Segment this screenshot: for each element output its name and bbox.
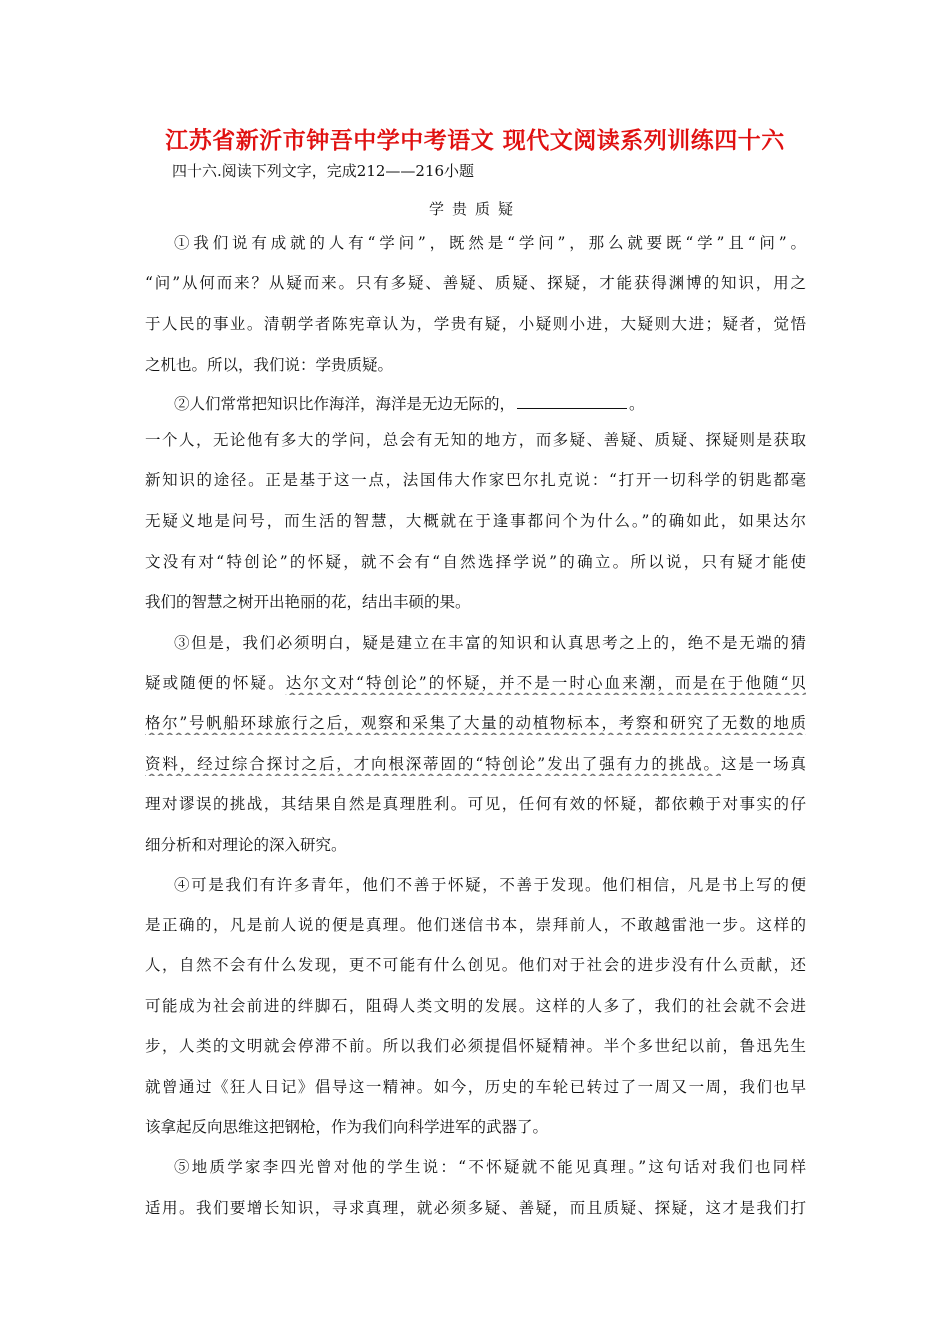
paragraph-4-line-7: 该拿起反向思维这把钢枪，作为我们向科学进军的武器了。: [145, 1118, 549, 1136]
paragraph-2-text-before-blank: ②人们常常把知识比作海洋，海洋是无边无际的，: [174, 395, 516, 413]
paragraph-2-line-3: 新知识的途径。正是基于这一点，法国伟大作家巴尔扎克说：“打开一切科学的钥匙都毫: [145, 471, 806, 489]
paragraph-4-line-3: 人，自然不会有什么发现，更不可能有什么创见。他们对于社会的进步没有什么贡献，还: [145, 956, 806, 974]
paragraph-4-line-4: 可能成为社会前进的绊脚石，阻碍人类文明的发展。这样的人多了，我们的社会就不会进: [145, 997, 806, 1015]
paragraph-3-line-2-plain: 疑或随便的怀疑。: [145, 674, 286, 692]
document-title: 江苏省新沂市钟吾中学中考语文 现代文阅读系列训练四十六: [165, 127, 785, 154]
paragraph-2-line-2: 一个人，无论他有多大的学问，总会有无知的地方，而多疑、善疑、质疑、探疑则是获取: [145, 431, 806, 449]
paragraph-2-line-6: 我们的智慧之树开出艳丽的花，结出丰硕的果。: [145, 593, 471, 611]
paragraph-4-line-2: 是正确的，凡是前人说的便是真理。他们迷信书本，崇拜前人，不敢越雷池一步。这样的: [145, 916, 806, 934]
wavy-underlined-text: 达尔文对“特创论”的怀疑，并不是一时心血来潮，而是在于他随“贝: [285, 674, 806, 692]
paragraph-1-line-1: ①我们说有成就的人有“学问”，既然是“学问”，那么就要既“学”且“问”。: [174, 234, 806, 252]
fill-in-blank: [517, 394, 627, 409]
paragraph-4-line-1: ④可是我们有许多青年，他们不善于怀疑，不善于发现。他们相信，凡是书上写的便: [174, 876, 806, 894]
paragraph-3-line-5: 理对谬误的挑战，其结果自然是真理胜利。可见，任何有效的怀疑，都依赖于对事实的仔: [145, 795, 806, 813]
paragraph-3-line-6: 细分析和对理论的深入研究。: [145, 836, 347, 854]
wavy-underlined-text: 资料，经过综合探讨之后，才向根深蒂固的“特创论”发出了强有力的挑战。: [145, 755, 721, 773]
paragraph-3-line-3: [145, 711, 806, 735]
paragraph-2-line-5: 文没有对“特创论”的怀疑，就不会有“自然选择学说”的确立。所以说，只有疑才能使: [145, 553, 806, 571]
paragraph-1-line-4: 之机也。所以，我们说：学贵质疑。: [145, 356, 394, 374]
paragraph-3-line-4: [145, 752, 806, 776]
paragraph-1-line-3: 于人民的事业。清朝学者陈宪章认为，学贵有疑，小疑则小进，大疑则大进；疑者，觉悟: [145, 315, 806, 333]
reading-instruction: 四十六.阅读下列文字，完成212——216小题: [172, 162, 475, 180]
paragraph-5-line-2: 适用。我们要增长知识，寻求真理，就必须多疑、善疑，而且质疑、探疑，这才是我们打: [145, 1199, 806, 1217]
paragraph-2-text-after-blank: 。: [629, 395, 645, 413]
paragraph-4-line-6: 就曾通过《狂人日记》倡导这一精神。如今，历史的车轮已转过了一周又一周，我们也早: [145, 1078, 806, 1096]
essay-title: 学贵质疑: [428, 200, 521, 218]
paragraph-2-line-1: [174, 392, 806, 416]
paragraph-3-line-2: [145, 671, 806, 695]
wavy-underlined-text: 格尔”号帆船环球旅行之后，观察和采集了大量的动植物标本，考察和研究了无数的地质: [145, 714, 806, 732]
paragraph-3-line-4-plain: 这是一场真: [720, 755, 806, 773]
paragraph-2-line-4: 无疑义地是问号，而生活的智慧，大概就在于逢事都问个为什么。”的确如此，如果达尔: [145, 512, 806, 530]
paragraph-3-line-1: ③但是，我们必须明白，疑是建立在丰富的知识和认真思考之上的，绝不是无端的猜: [174, 634, 806, 652]
paragraph-5-line-1: ⑤地质学家李四光曾对他的学生说：“不怀疑就不能见真理。”这句话对我们也同样: [174, 1158, 806, 1176]
paragraph-1-line-2: “问”从何而来？从疑而来。只有多疑、善疑、质疑、探疑，才能获得渊博的知识，用之: [145, 274, 806, 292]
paragraph-4-line-5: 步，人类的文明就会停滞不前。所以我们必须提倡怀疑精神。半个多世纪以前，鲁迅先生: [145, 1037, 806, 1055]
